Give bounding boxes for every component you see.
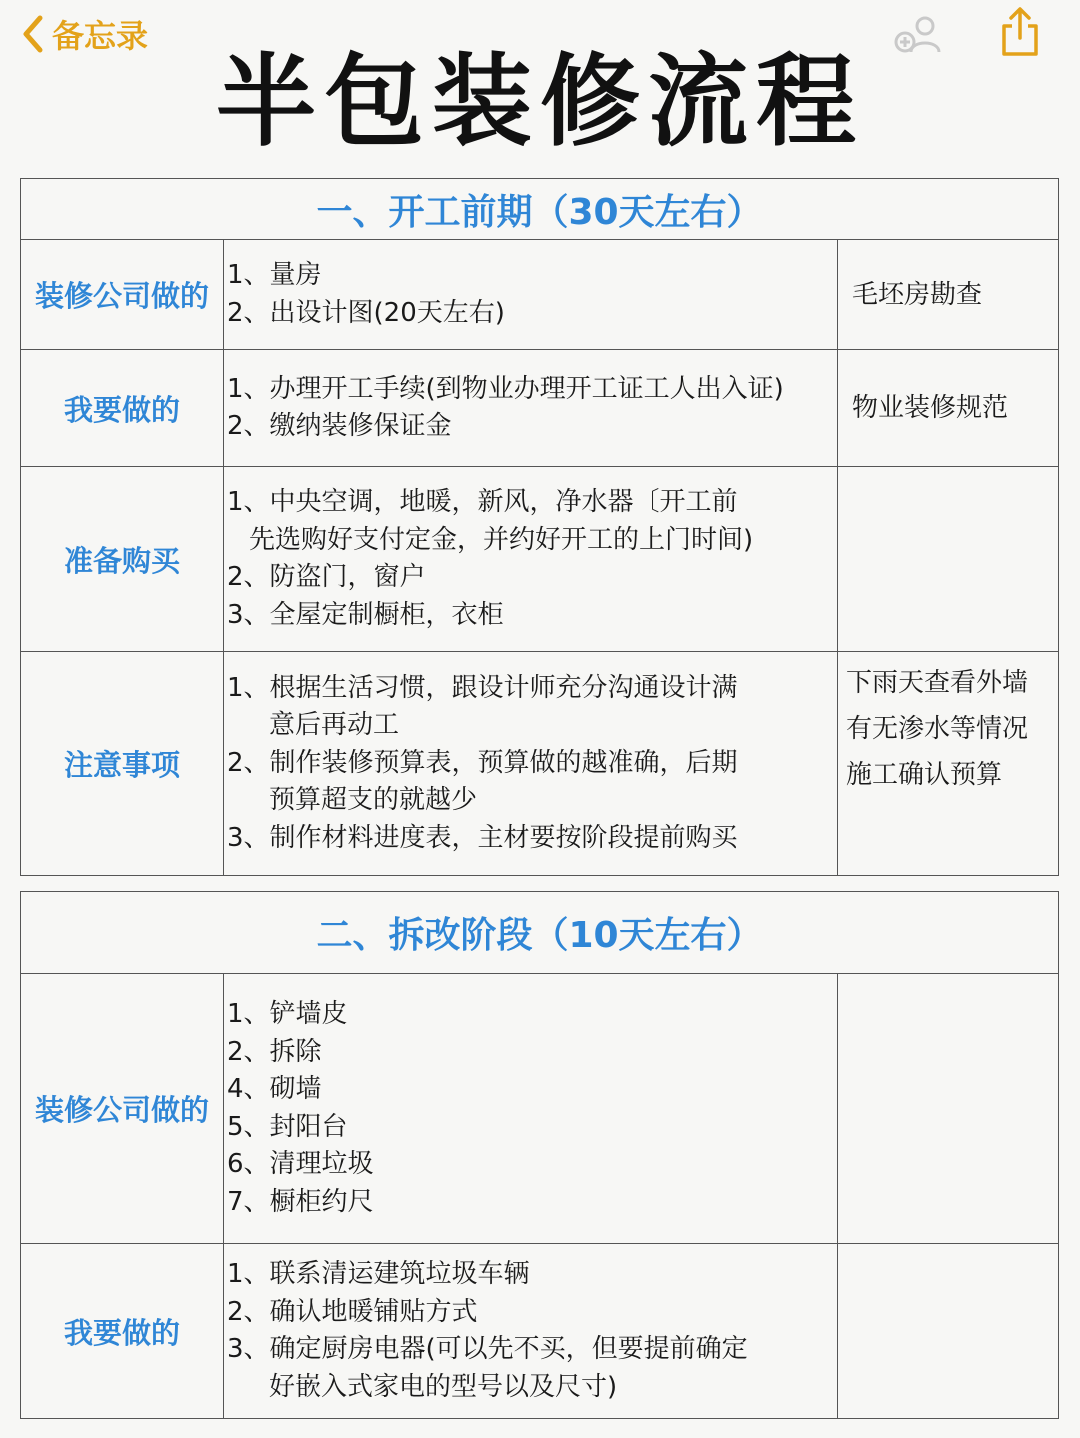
- content-line: 1、办理开工手续(到物业办理开工证工人出入证): [227, 373, 784, 404]
- table-row: [21, 974, 1059, 1244]
- page-title: 半包装修流程: [216, 43, 864, 160]
- content-line: 2、缴纳装修保证金: [227, 411, 452, 441]
- content-line: 3、制作材料进度表，主材要按阶段提前购买: [227, 822, 738, 853]
- row-note: [838, 652, 1059, 876]
- row-label: 我要做的: [21, 350, 224, 467]
- content-line: 2、防盗门，窗户: [227, 562, 426, 592]
- row-note: [838, 350, 1059, 467]
- content-line: 4、砌墙: [227, 1074, 322, 1104]
- table-row: [21, 240, 1059, 350]
- content-line: 2、出设计图(20天左右): [227, 297, 505, 328]
- content-line: 3、全屋定制橱柜，衣柜: [227, 599, 504, 630]
- note-line: 物业装修规范: [852, 393, 1009, 423]
- table-row: [21, 652, 1059, 876]
- content-line: 5、封阳台: [227, 1111, 348, 1142]
- section-heading: 一、开工前期（30天左右）: [21, 179, 1059, 240]
- row-label: 装修公司做的: [21, 974, 224, 1244]
- section-table-2: [20, 891, 1059, 1419]
- row-note: [838, 974, 1059, 1244]
- row-note: [838, 240, 1059, 350]
- row-content: [224, 467, 838, 652]
- row-label: 准备购买: [21, 467, 224, 652]
- note-line: 下雨天查看外墙: [846, 668, 1029, 698]
- content-line: 7、橱柜约尺: [227, 1186, 374, 1217]
- table-row: [21, 467, 1059, 652]
- content-line: 预算超支的就越少: [269, 785, 478, 816]
- note-line: 毛坯房勘查: [852, 279, 983, 310]
- section-heading: 二、拆改阶段（10天左右）: [21, 892, 1059, 974]
- row-note: [838, 1244, 1059, 1419]
- row-content: [224, 652, 838, 876]
- row-label: 装修公司做的: [21, 240, 224, 350]
- content-line: 先选购好支付定金，并约好开工的上门时间): [249, 524, 754, 555]
- content-line: 1、联系清运建筑垃圾车辆: [227, 1259, 530, 1289]
- content-line: 3、确定厨房电器(可以先不买，但要提前确定: [227, 1334, 748, 1364]
- table-row: [21, 1244, 1059, 1419]
- row-content: [224, 1244, 838, 1419]
- table-row: [21, 350, 1059, 467]
- row-content: [224, 974, 838, 1244]
- row-note: [838, 467, 1059, 652]
- content-line: 1、量房: [227, 260, 322, 290]
- content-line: 2、拆除: [227, 1036, 322, 1067]
- content-line: 1、中央空调，地暖，新风，净水器〔开工前: [227, 487, 738, 517]
- content-line: 6、清理垃圾: [227, 1149, 374, 1179]
- content-line: 1、根据生活习惯，跟设计师充分沟通设计满: [227, 672, 738, 703]
- row-content: [224, 240, 838, 350]
- row-label: 注意事项: [21, 652, 224, 876]
- note-line: 施工确认预算: [846, 760, 1003, 790]
- content-line: 意后再动工: [269, 710, 400, 741]
- row-label: 我要做的: [21, 1244, 224, 1419]
- content-line: 好嵌入式家电的型号以及尺寸): [269, 1371, 618, 1402]
- section-table-1: [20, 178, 1059, 876]
- content-line: 1、铲墙皮: [227, 999, 348, 1029]
- content-line: 2、确认地暖铺贴方式: [227, 1296, 478, 1327]
- back-label: 备忘录: [52, 17, 149, 55]
- content-line: 2、制作装修预算表，预算做的越准确，后期: [227, 747, 738, 778]
- row-content: [224, 350, 838, 467]
- note-line: 有无渗水等情况: [846, 714, 1029, 744]
